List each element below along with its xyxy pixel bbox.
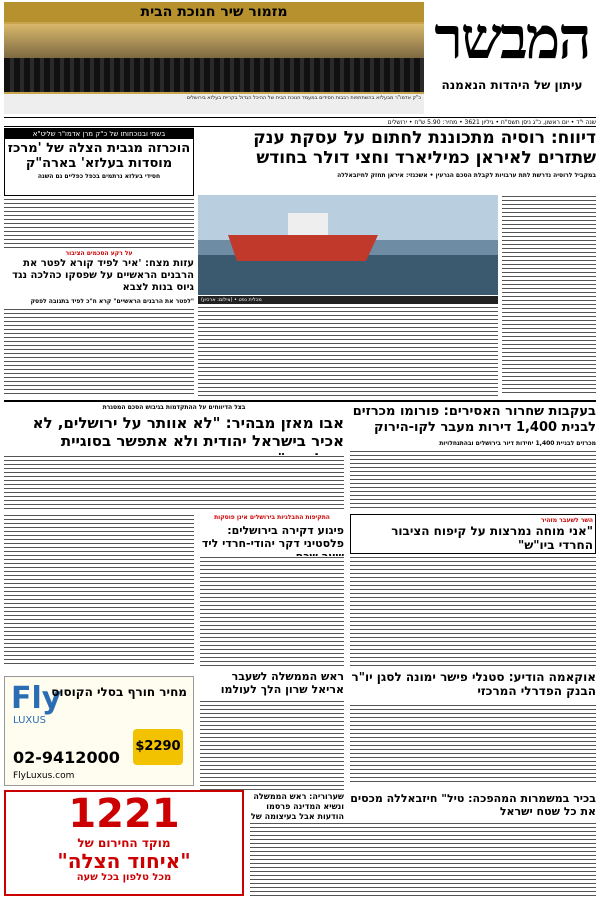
prisoners-headline[interactable]: בעקבות שחרור האסירים: פורומו מכרזים לבנית 1,400 דירות מעבר לקו-הירוק [352,404,596,435]
abbas-kicker: בצל הדיווחים על ההתקדמות בגיבוש הסכם המסגרת [102,404,246,411]
euro-headline[interactable]: אוקאמה הודיע: סטנלי פישר ימונה לסגן יו"ר הבנק הפדרלי המרכזי [351,670,596,698]
ichud-line3: מכל טלפון בכל שעה [76,872,172,883]
ichud-line2: "איחוד הצלה" [57,849,191,873]
prisoners-subhead: מכרזים לבניית 1,400 יחידות דיור בירושלים ובהתנחלויות [439,440,596,447]
fly-phone: 02-9412000 [13,748,120,767]
ozu-subhead: "לפטר את הרבנים הראשיים" קרא ח"כ לפיד בתגובה לפסק [30,298,194,305]
sharon-body [200,700,344,790]
belz-subhead: חסידי בעלזא נרתמים בכפל כפליים גם השנה [37,173,161,180]
stab-kicker: התקיפות החבלניות בירושלים אינן פוסקות [214,514,330,521]
belz-body [4,198,194,248]
fly-luxus-ad[interactable] [4,676,194,786]
top-feature-photo [4,24,424,92]
fly-price: $2290 [133,729,183,765]
rabbi-kicker: השר לשעבר מזהיר [540,517,593,524]
lower-body [250,822,596,896]
ozu-body [4,308,194,396]
abbas-headline[interactable]: אבו מאזן מבהיר: "לא אוותר על ירושלים, לא אכיר בישראל יהודית ולא אתפשר בסוגיית [32,414,344,450]
shuruk-headline[interactable]: שערוריה: ראש הממשלה ונשיא המדינה פרסמו הודעות אבל בעיצומה של [250,792,344,821]
section-divider [4,400,596,402]
lead-body-col1 [502,195,596,395]
ichud-hatzalah-ad[interactable] [4,790,244,896]
dateline: שנה י"ד • יום ראשון, כ"ג ניסן תשס"ח • גיליון 3621 • מחיר: 5.90 ש"ח • ירושלים [4,117,596,127]
fly-brand: Fly [11,681,62,716]
left-column-body [4,514,194,666]
rabbi-headline: "אני מוחה נמרצות על קיפוח הציבור החרדי ביו"ש" [391,524,593,552]
masthead-tagline: עיתון של היהדות הנאמנה [441,78,583,92]
rabbi-body [350,556,596,666]
stab-headline[interactable]: פיגוע דקירה בירושלים: פלסטיני דקר יהודי-חרדי ליד [201,524,344,550]
belz-box[interactable] [4,128,194,196]
ozu-kicker: על רקע הסכמים הציבור [65,250,133,257]
lead-photo-caption: מכלית נפט • (צילום: ארכיון) [198,296,498,304]
prisoners-body [350,450,596,510]
stab-body [200,556,344,666]
hezbollah-headline[interactable]: בכיר במשמרות המהפכה: טיל" חיזבאללה מכסים את כל שטח ישראל [350,792,596,818]
masthead [428,2,596,114]
lead-body-col2 [198,306,498,396]
fly-sub: LUXUS [13,715,46,726]
ozu-headline[interactable]: עזות מצח: 'איר לפיד קורא לפטר את הרבנים הראשיים על שפסקו כהלכה נגד גיוס בנות לצבא [12,258,194,293]
euro-body [350,704,596,784]
lead-headline[interactable]: דיווח: רוסיה מתכוננת לחתום על עסקת ענק שתזרים לאיראן כמיליארד וחצי דולר בחודש [253,128,596,168]
fly-web: FlyLuxus.com [13,771,75,781]
newspaper-logo: המבשר [434,4,590,72]
rabbi-box[interactable] [350,514,596,554]
ichud-line1: מוקד החירום של [77,836,171,850]
sharon-headline[interactable]: ראש הממשלה לשעבר אריאל שרון הלך לעולמו [220,670,344,696]
abbas-body [4,455,344,510]
belz-headline: הוכרזה מגבית הצלה של 'מרכז מוסדות בעלזא' בארה"ק [7,141,191,171]
fly-title: מחיר חורף בסלי הקוסוס [51,685,187,699]
top-feature-title: מזמור שיר חנוכת הבית [4,2,424,22]
belz-kicker: בשתי ובנוכחותו של כ"ק מרן אדמו"ר שליט"א [5,129,193,139]
top-feature-caption: כ"ק אדמו"ר מבעלזא בהשתתפות רבבות חסידים במעמד חנוכת הבית של ההיכל הגדול בקריית בעלזא בירושלים [4,94,424,114]
ichud-number: 1221 [68,791,180,837]
top-feature[interactable] [4,2,424,114]
lead-photo [198,195,498,295]
lead-subhead: במקביל לרוסיה נדרשת לתת ערבויות לקבלת הסכם הגרעין • אשכנזי: איראן תחזק לחיזבאללה [337,172,596,179]
